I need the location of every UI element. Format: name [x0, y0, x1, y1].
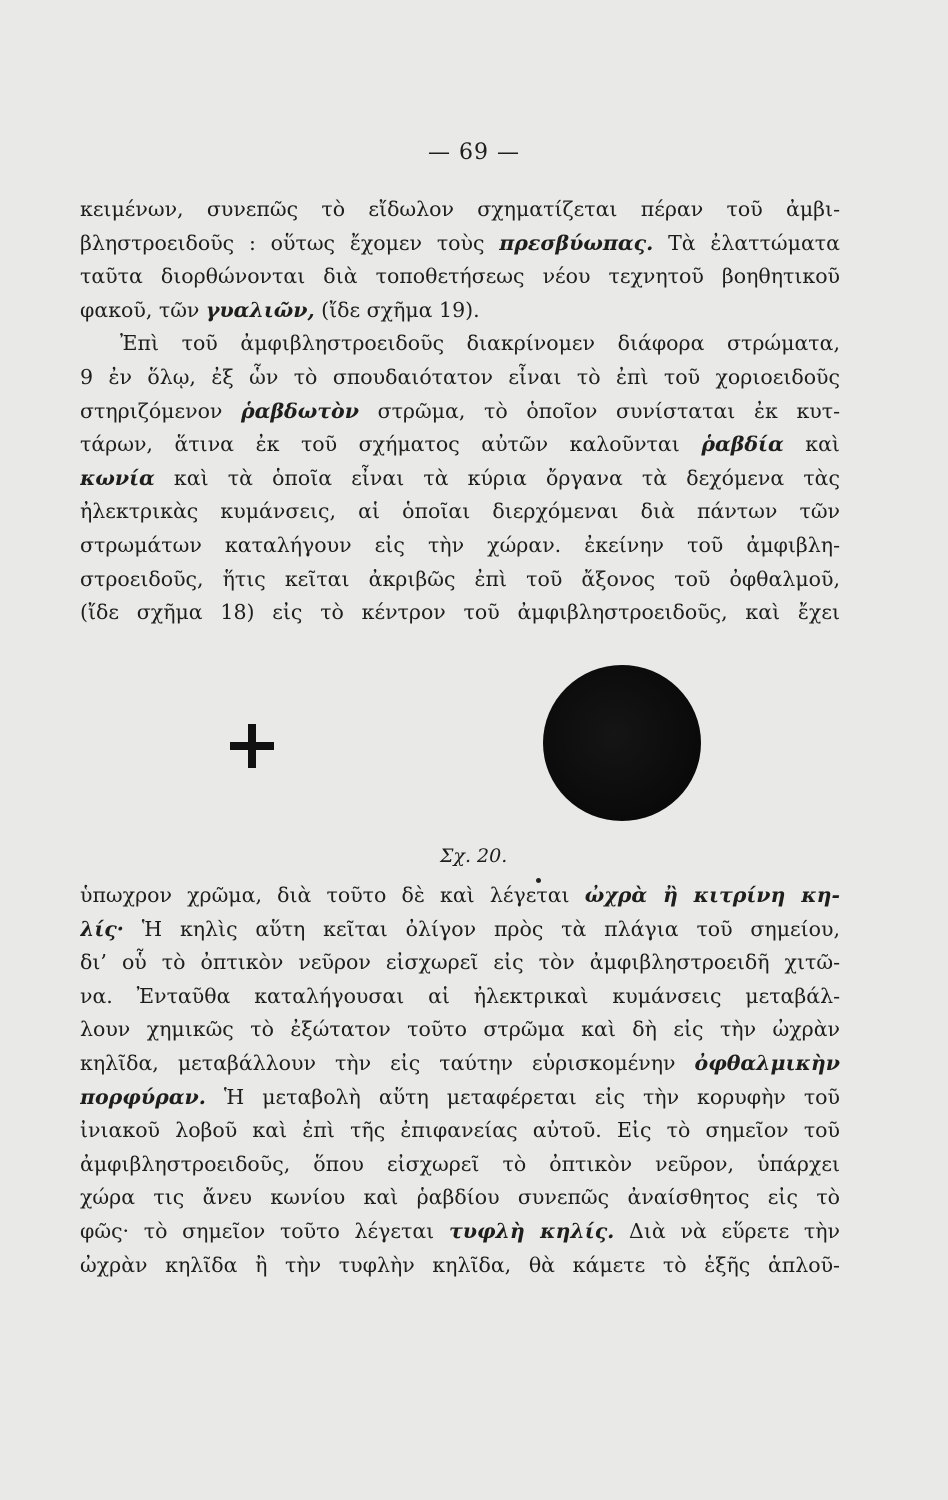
text-line: δι’ οὗ τὸ ὀπτικὸν νεῦρον εἰσχωρεῖ εἰς τὸν ἀμφιβληστροειδῆ χιτῶ-	[80, 950, 840, 975]
text-line: στηριζόμενον ῥαβδωτὸν στρῶμα, τὸ ὁποῖον συνίσταται ἐκ κυτ-	[80, 398, 840, 423]
text-line: ταῦτα διορθώνονται διὰ τοποθετήσεως νέου τεχνητοῦ βοηθητικοῦ	[80, 264, 840, 289]
text-line: 9 ἐν ὅλῳ, ἐξ ὧν τὸ σπουδαιότατον εἶναι τὸ ἐπὶ τοῦ χοριοειδοῦς	[80, 364, 840, 389]
text-line: λουν χημικῶς τὸ ἐξώτατον τοῦτο στρῶμα καὶ δὴ εἰς τὴν ὠχρὰν	[80, 1017, 840, 1042]
text-line: βληστροειδοῦς : οὕτως ἔχομεν τοὺς πρεσβύωπας. Τὰ ἐλαττώματα	[80, 230, 840, 255]
text-line: χώρα τις ἄνευ κωνίου καὶ ῥαβδίου συνεπῶς ἀναίσθητος εἰς τὸ	[80, 1185, 840, 1210]
emphasis-term: ῥαβδία	[701, 432, 784, 457]
text-line: ἰνιακοῦ λοβοῦ καὶ ἐπὶ τῆς ἐπιφανείας αὐτοῦ. Εἰς τὸ σημεῖον τοῦ	[80, 1118, 840, 1143]
text-line: να. Ἐνταῦθα καταλήγουσαι αἱ ἠλεκτρικαὶ κυμάνσεις μεταβάλ-	[80, 983, 840, 1008]
text-line: κηλῖδα, μεταβάλλουν τὴν εἰς ταύτην εὑρισκομένην ὀφθαλμικὴν	[80, 1050, 840, 1075]
emphasis-term: λίς·	[80, 916, 124, 941]
paragraph-top	[80, 193, 840, 630]
text-line: κειμένων, συνεπῶς τὸ εἴδωλον σχηματίζεται πέραν τοῦ ἀμβι-	[80, 197, 840, 221]
emphasis-term: τυφλὴ κηλίς.	[448, 1218, 615, 1243]
text-line: πορφύραν. Ἡ μεταβολὴ αὕτη μεταφέρεται εἰς τὴν κορυφὴν τοῦ	[80, 1084, 840, 1109]
emphasis-term: ὠχρὰ ἢ κιτρίνη κη-	[584, 883, 840, 907]
text-line: (ἴδε σχῆμα 18) εἰς τὸ κέντρον τοῦ ἀμφιβληστροειδοῦς, καὶ ἔχει	[80, 600, 840, 625]
text-line: ἠλεκτρικὰς κυμάνσεις, αἱ ὁποῖαι διερχόμεναι διὰ πάντων τῶν	[80, 499, 840, 524]
emphasis-term: ὀφθαλμικὴν	[694, 1050, 840, 1075]
emphasis-term: ῥαβδωτὸν	[241, 398, 359, 423]
text-line: ὠχρὰν κηλῖδα ἢ τὴν τυφλὴν κηλῖδα, θὰ κάμετε τὸ ἑξῆς ἁπλοῦ-	[80, 1252, 840, 1277]
text-line: τάρων, ἅτινα ἐκ τοῦ σχήματος αὐτῶν καλοῦνται ῥαβδία καὶ	[80, 432, 840, 457]
page-number: — 69 —	[428, 140, 520, 165]
paragraph-bottom	[80, 879, 840, 1282]
emphasis-term: πορφύραν.	[80, 1084, 206, 1109]
figure-caption: Σχ. 20.	[440, 845, 508, 867]
plus-sign-icon	[226, 720, 278, 772]
emphasis-term: πρεσβύωπας.	[499, 230, 654, 255]
text-line: Ἐπὶ τοῦ ἀμφιβληστροειδοῦς διακρίνομεν διάφορα στρώματα,	[120, 331, 840, 356]
text-line: φακοῦ, τῶν γυαλιῶν, (ἴδε σχῆμα 19).	[80, 297, 480, 322]
text-line: λίς· Ἡ κηλὶς αὕτη κεῖται ὀλίγον πρὸς τὰ πλάγια τοῦ σημείου,	[80, 916, 840, 941]
figure-20	[0, 655, 948, 875]
text-line: ὑπωχρον χρῶμα, διὰ τοῦτο δὲ καὶ λέγεται ὠχρὰ ἢ κιτρίνη κη-	[80, 883, 840, 907]
text-line: κωνία καὶ τὰ ὁποῖα εἶναι τὰ κύρια ὄργανα τὰ δεχόμενα τὰς	[80, 465, 840, 490]
text-line: στρωμάτων καταλήγουν εἰς τὴν χώραν. ἐκείνην τοῦ ἀμφιβλη-	[80, 532, 840, 557]
emphasis-term: κωνία	[80, 465, 155, 490]
text-line: φῶς· τὸ σημεῖον τοῦτο λέγεται τυφλὴ κηλίς. Διὰ νὰ εὕρετε τὴν	[80, 1218, 840, 1243]
black-circle-icon	[543, 665, 701, 821]
text-line: ἀμφιβληστροειδοῦς, ὅπου εἰσχωρεῖ τὸ ὀπτικὸν νεῦρον, ὑπάρχει	[80, 1151, 840, 1176]
text-line: στροειδοῦς, ἥτις κεῖται ἀκριβῶς ἐπὶ τοῦ ἄξονος τοῦ ὀφθαλμοῦ,	[80, 566, 840, 591]
emphasis-term: γυαλιῶν,	[205, 297, 315, 322]
